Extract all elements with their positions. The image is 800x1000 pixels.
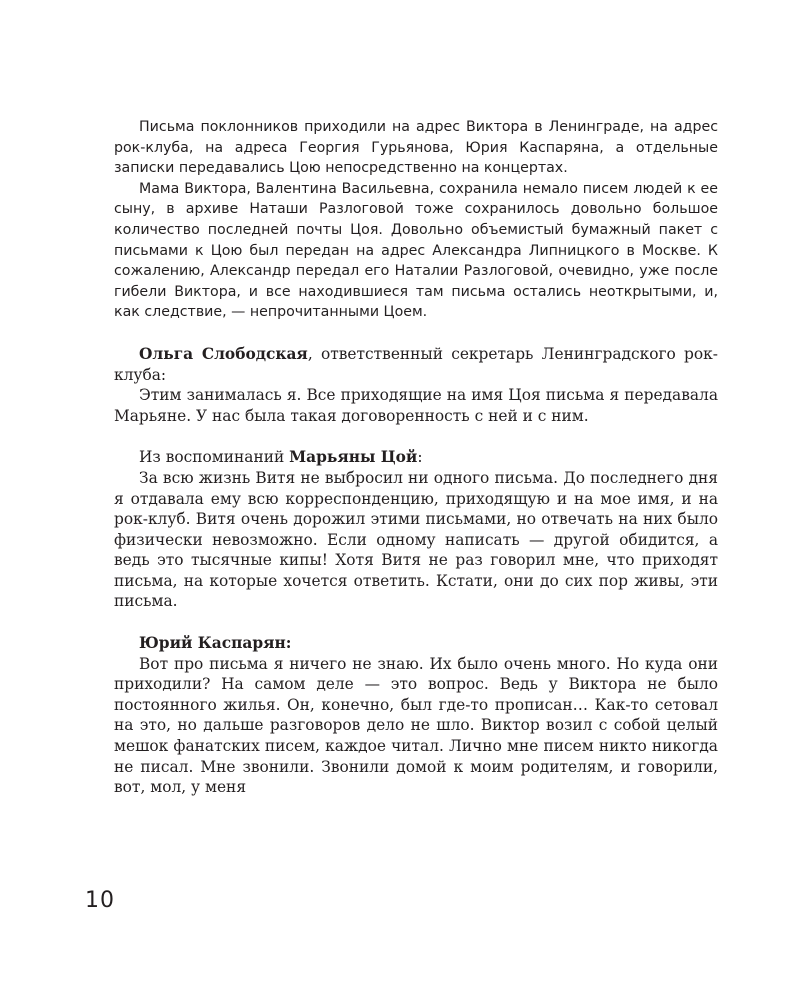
page-number: 10: [85, 888, 115, 913]
section-kasparyan: [114, 633, 718, 798]
intro-suffix: :: [417, 448, 423, 467]
speaker-intro: [114, 344, 718, 385]
section-maryana: [114, 447, 718, 612]
section-intro: [114, 117, 718, 323]
speaker-role: , ответственный секретарь Ленинградского рок-клуба:: [114, 344, 718, 384]
speaker-name: Марьяны Цой: [289, 448, 418, 467]
page-body: [114, 117, 718, 798]
speaker-intro: [114, 633, 718, 654]
quote-paragraph: Этим занималась я. Все приходящие на имя Цоя письма я передавала Марьяне. У нас была такая договоренность с ней и с ним.: [114, 386, 718, 425]
paragraph-mother-archive: Мама Виктора, Валентина Васильевна, сохранила немало писем людей к ее сыну, в архиве Наташи Разлоговой тоже сохранилось довольно большое количество последней почты Цоя. Довольно объемистый бумажный пакет с письмами к Цою был передан на адрес Александра Липницкого в Москве. К сожалению, Александр передал его Наталии Разлоговой, очевидно, уже после гибели Виктора, и все находившиеся там письма остались неоткрытыми, и, как следствие, — непрочитанными Цоем.: [114, 180, 718, 321]
speaker-name: Юрий Каспарян:: [139, 634, 292, 653]
quote-paragraph: Вот про письма я ничего не знаю. Их было очень много. Но куда они приходили? На самом деле — это вопрос. Ведь у Виктора не было постоянного жилья. Он, конечно, был где-то прописан… Как-то сетовал на это, но дальше разговоров дело не шло. Виктор возил с собой целый мешок фанатских писем, каждое читал. Лично мне писем никто никогда не писал. Мне звонили. Звонили домой к моим родителям, и говорили, вот, мол, у меня: [114, 654, 718, 797]
speaker-intro: [114, 447, 718, 468]
speaker-name: Ольга Слободская: [139, 344, 308, 363]
section-slobodskaya: [114, 344, 718, 426]
paragraph-letters-addresses: Письма поклонников приходили на адрес Виктора в Ленинграде, на адрес рок-клуба, на адреса Георгия Гурьянова, Юрия Каспаряна, а отдельные записки передавались Цою непосредственно на концертах.: [114, 119, 718, 177]
intro-prefix: Из воспоминаний: [139, 448, 290, 467]
quote-paragraph: За всю жизнь Витя не выбросил ни одного письма. До последнего дня я отдавала ему всю корреспонденцию, приходящую и на мое имя, и на рок-клуб. Витя очень дорожил этими письмами, но отвечать на них было физически невозможно. Если одному написать — другой обидится, а ведь это тысячные кипы! Хотя Витя не раз говорил мне, что приходят письма, на которые хочется ответить. Кстати, они до сих пор живы, эти письма.: [114, 468, 718, 611]
